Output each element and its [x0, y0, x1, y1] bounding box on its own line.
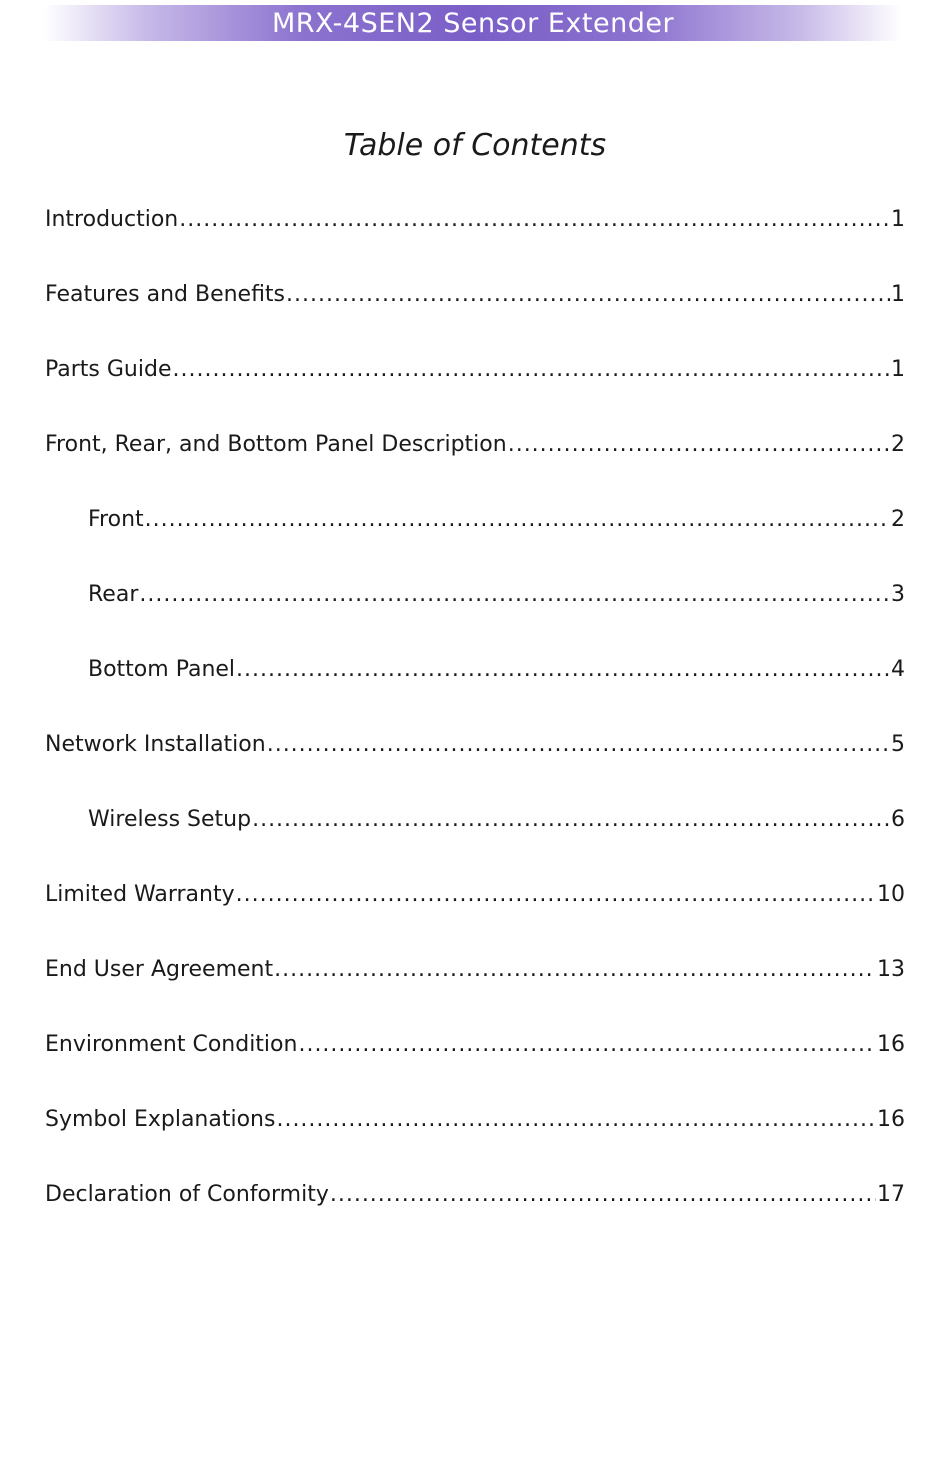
- toc-entry-network-installation[interactable]: [45, 732, 905, 807]
- toc-entry-bottom-panel[interactable]: [45, 657, 905, 732]
- toc-entry-label: Front, Rear, and Bottom Panel Description: [45, 432, 507, 457]
- toc-entry-page: 5: [891, 732, 905, 757]
- toc-entry-label: Rear: [88, 582, 139, 607]
- toc-entry-page: 16: [877, 1032, 905, 1057]
- toc-entry-features-and-benefits[interactable]: [45, 282, 905, 357]
- toc-list: [45, 207, 905, 1257]
- toc-dot-leader: [330, 1182, 876, 1207]
- toc-dot-leader: [145, 507, 890, 532]
- header-title: MRX-4SEN2 Sensor Extender: [271, 8, 675, 39]
- toc-dot-leader: [274, 957, 876, 982]
- toc-entry-label: Wireless Setup: [88, 807, 252, 832]
- toc-entry-page: 6: [891, 807, 905, 832]
- toc-entry-page: 16: [877, 1107, 905, 1132]
- toc-entry-label: Introduction: [45, 207, 179, 232]
- toc-entry-panel-description[interactable]: [45, 432, 905, 507]
- toc-dot-leader: [236, 657, 890, 682]
- toc-entry-label: Symbol Explanations: [45, 1107, 276, 1132]
- toc-entry-wireless-setup[interactable]: [45, 807, 905, 882]
- toc-dot-leader: [298, 1032, 876, 1057]
- toc-entry-label: Parts Guide: [45, 357, 172, 382]
- toc-dot-leader: [267, 732, 890, 757]
- toc-entry-limited-warranty[interactable]: [45, 882, 905, 957]
- toc-entry-label: Bottom Panel: [88, 657, 236, 682]
- toc-title: Table of Contents: [343, 128, 607, 163]
- toc-dot-leader: [179, 207, 890, 232]
- toc-entry-page: 1: [891, 207, 905, 232]
- toc-entry-declaration-of-conformity[interactable]: [45, 1182, 905, 1257]
- toc-entry-label: Front: [88, 507, 144, 532]
- toc-dot-leader: [508, 432, 890, 457]
- toc-entry-symbol-explanations[interactable]: [45, 1107, 905, 1182]
- toc-entry-page: 17: [877, 1182, 905, 1207]
- toc-entry-page: 13: [877, 957, 905, 982]
- toc-entry-parts-guide[interactable]: [45, 357, 905, 432]
- toc-dot-leader: [286, 282, 890, 307]
- toc-entry-label: Limited Warranty: [45, 882, 235, 907]
- toc-dot-leader: [173, 357, 891, 382]
- toc-entry-page: 4: [891, 657, 905, 682]
- toc-entry-label: End User Agreement: [45, 957, 274, 982]
- toc-entry-page: 3: [891, 582, 905, 607]
- toc-dot-leader: [139, 582, 890, 607]
- toc-entry-page: 2: [891, 432, 905, 457]
- toc-entry-label: Declaration of Conformity: [45, 1182, 329, 1207]
- toc-entry-front[interactable]: [45, 507, 905, 582]
- toc-dot-leader: [252, 807, 890, 832]
- toc-entry-label: Environment Condition: [45, 1032, 298, 1057]
- toc-entry-page: 2: [891, 507, 905, 532]
- toc-entry-environment-condition[interactable]: [45, 1032, 905, 1107]
- toc-entry-end-user-agreement[interactable]: [45, 957, 905, 1032]
- toc-dot-leader: [276, 1107, 876, 1132]
- toc-dot-leader: [236, 882, 876, 907]
- header-band: [44, 5, 902, 41]
- toc-entry-page: 1: [891, 282, 905, 307]
- toc-entry-rear[interactable]: [45, 582, 905, 657]
- toc-entry-page: 1: [891, 357, 905, 382]
- toc-entry-label: Features and Benefits: [45, 282, 286, 307]
- toc-entry-page: 10: [877, 882, 905, 907]
- toc-entry-introduction[interactable]: [45, 207, 905, 282]
- toc-entry-label: Network Installation: [45, 732, 266, 757]
